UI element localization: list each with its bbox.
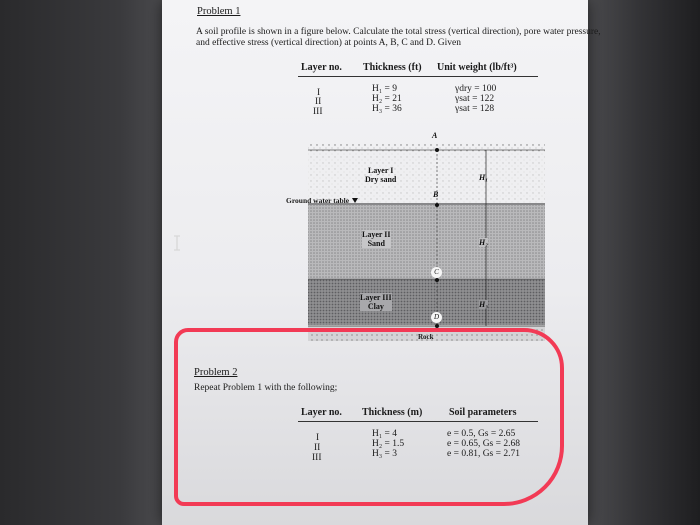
- p1-header-thickness: Thickness (ft): [363, 62, 422, 73]
- p2-row3-param: e = 0.81, Gs = 2.71: [447, 449, 520, 459]
- point-a-label: A: [432, 131, 438, 140]
- text-cursor-icon: [172, 235, 182, 251]
- p2-row1-layer: I: [316, 433, 320, 443]
- p2-header-thickness: Thickness (m): [362, 407, 423, 418]
- p1-row3-layer: III: [313, 107, 323, 117]
- problem2-text: Repeat Problem 1 with the following;: [194, 383, 338, 393]
- p1-row3-param: γsat = 128: [455, 104, 495, 114]
- p2-row3-thickness: H₃ = 3: [372, 449, 398, 459]
- layer1-label: Layer I Dry sand: [365, 166, 397, 184]
- h2-label: H₂: [479, 238, 489, 247]
- p1-row3-thickness: H₃ = 36: [372, 104, 402, 114]
- point-b-label: B: [433, 190, 439, 199]
- p2-header-layer: Layer no.: [301, 407, 342, 418]
- p1-header-layer: Layer no.: [301, 62, 342, 73]
- p2-row3-layer: III: [312, 453, 322, 463]
- problem1-text-line1: A soil profile is shown in a figure below. Calculate the total stress (vertical direction), pore water pressure,: [196, 27, 601, 37]
- p1-row2-param: γsat = 122: [455, 94, 495, 104]
- p2-row1-thickness: H₁ = 4: [372, 429, 398, 439]
- h3-label: H₃: [479, 300, 489, 309]
- layer3-clay: [308, 279, 545, 325]
- p1-row2-thickness: H₂ = 21: [372, 94, 402, 104]
- point-c-label: C: [431, 267, 442, 278]
- problem2-title: Problem 2: [194, 367, 238, 378]
- layer2-label: Layer II Sand: [362, 230, 391, 248]
- point-a-dot: [435, 148, 439, 152]
- h1-label: H₁: [479, 173, 489, 182]
- p2-table-rule: [298, 421, 538, 422]
- p2-row2-layer: II: [314, 443, 321, 453]
- p2-row2-thickness: H₂ = 1.5: [372, 439, 405, 449]
- layer2-sand: [308, 205, 545, 278]
- problem1-title: Problem 1: [197, 6, 241, 17]
- soil-profile-figure: [280, 138, 545, 353]
- p2-row2-param: e = 0.65, Gs = 2.68: [447, 439, 520, 449]
- water-table-icon: [352, 198, 358, 203]
- layer3-label: Layer III Clay: [360, 293, 392, 311]
- point-b-dot: [435, 203, 439, 207]
- p2-row1-param: e = 0.5, Gs = 2.65: [447, 429, 516, 439]
- p1-row1-param: γdry = 100: [455, 84, 497, 94]
- p1-row1-thickness: H₁ = 9: [372, 84, 398, 94]
- point-c-dot: [435, 278, 439, 282]
- p1-header-unit-weight: Unit weight (lb/ft³): [437, 62, 517, 73]
- problem1-text-line2: and effective stress (vertical direction) at points A, B, C and D. Given: [196, 38, 461, 48]
- p2-header-params: Soil parameters: [449, 407, 517, 418]
- rock-label: Rock: [418, 333, 434, 341]
- point-d-label: D: [431, 312, 442, 323]
- p1-table-rule: [298, 76, 538, 77]
- water-table-label: Ground water table: [286, 196, 350, 205]
- p1-row1-layer: I: [317, 88, 321, 98]
- p1-row2-layer: II: [315, 97, 322, 107]
